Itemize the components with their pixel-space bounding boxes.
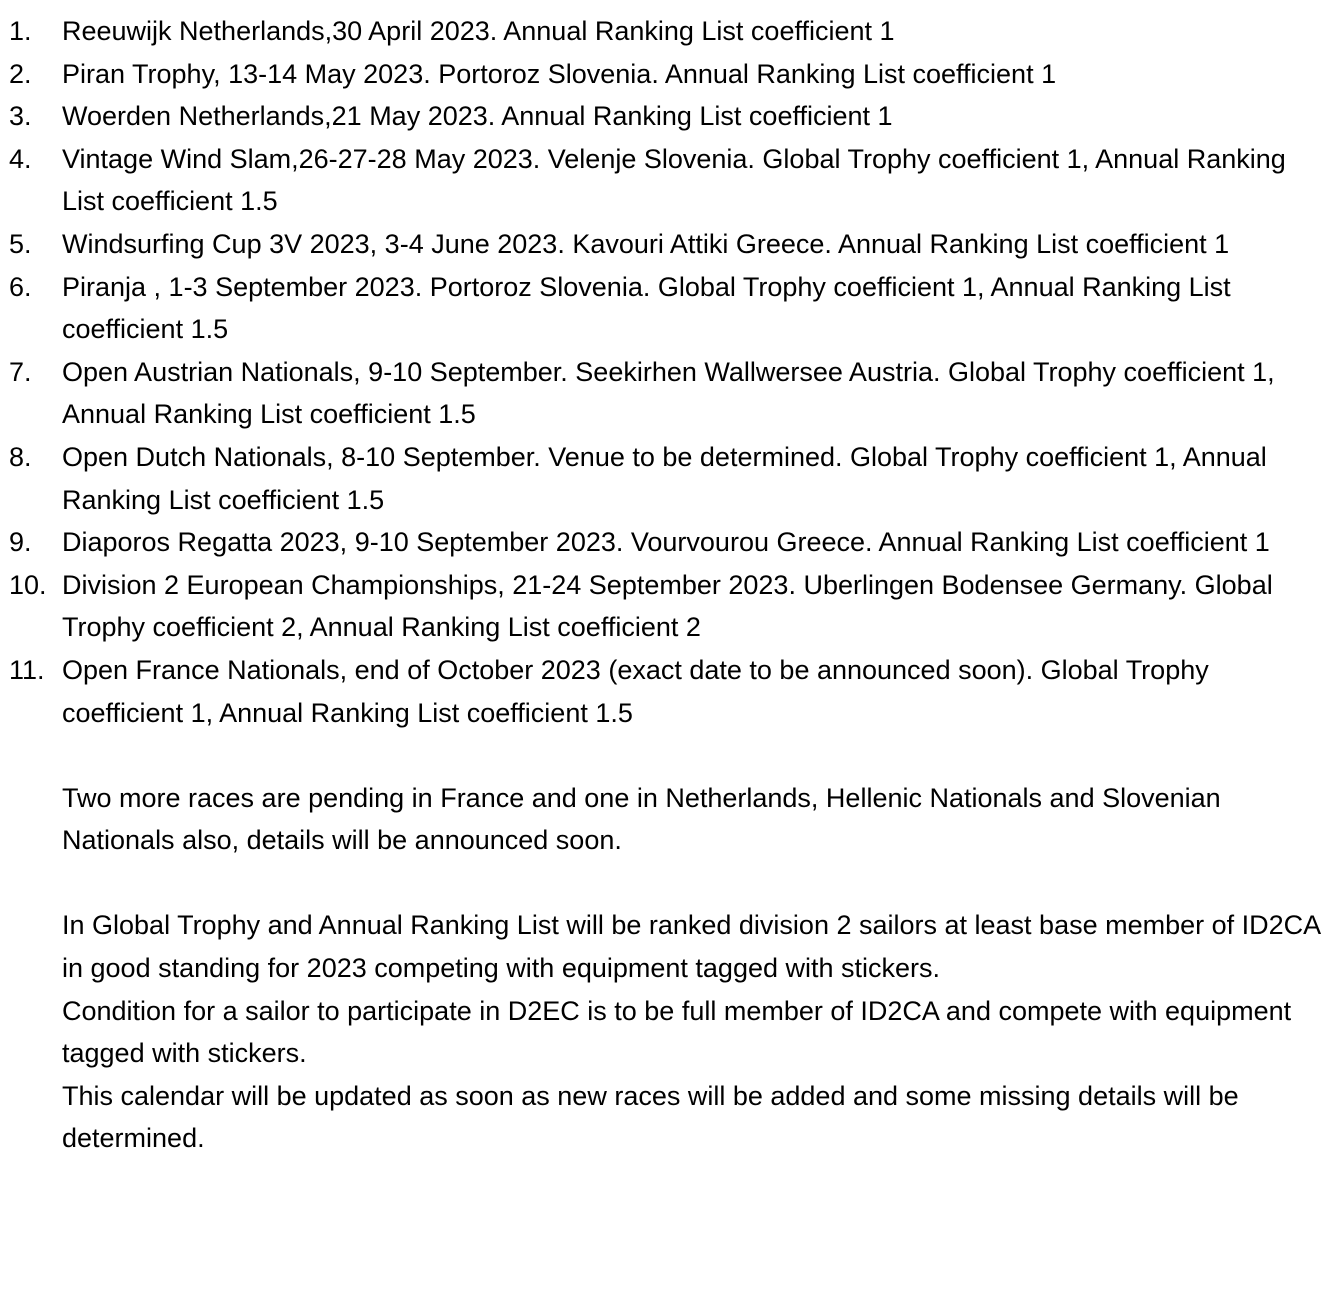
list-item bbox=[0, 138, 1336, 223]
calendar-update-note: This calendar will be updated as soon as new races will be added and some missing details will be determined. bbox=[62, 1080, 1239, 1154]
list-item bbox=[0, 649, 1336, 734]
list-number: 2. bbox=[9, 58, 32, 89]
list-number: 6. bbox=[9, 271, 32, 302]
participation-condition-note: Condition for a sailor to participate in D2EC is to be full member of ID2CA and compete with equipment tagged with stickers. bbox=[62, 995, 1292, 1069]
list-item bbox=[0, 436, 1336, 521]
list-item bbox=[0, 564, 1336, 649]
list-item bbox=[0, 521, 1336, 564]
list-item-text: Windsurfing Cup 3V 2023, 3-4 June 2023. Kavouri Attiki Greece. Annual Ranking List coefficient 1 bbox=[62, 228, 1230, 259]
list-number: 4. bbox=[9, 143, 32, 174]
ranking-eligibility-note: In Global Trophy and Annual Ranking List will be ranked division 2 sailors at least base member of ID2CA in good standing for 2023 competing with equipment tagged with stickers. bbox=[62, 910, 1320, 984]
list-item-text: Division 2 European Championships, 21-24 September 2023. Uberlingen Bodensee Germany. Global Trophy coefficient 2, Annual Ranking List coefficient 2 bbox=[62, 569, 1273, 643]
list-item bbox=[0, 351, 1336, 436]
list-item-text: Woerden Netherlands,21 May 2023. Annual Ranking List coefficient 1 bbox=[62, 101, 893, 132]
list-number: 11. bbox=[9, 654, 45, 685]
list-number: 9. bbox=[9, 527, 32, 558]
list-item-text: Reeuwijk Netherlands,30 April 2023. Annual Ranking List coefficient 1 bbox=[62, 16, 895, 46]
list-item-text: Piranja , 1-3 September 2023. Portoroz Slovenia. Global Trophy coefficient 1, Annual Ranking List coefficient 1.5 bbox=[62, 271, 1231, 345]
list-item bbox=[0, 223, 1336, 266]
list-item-text: Vintage Wind Slam,26-27-28 May 2023. Velenje Slovenia. Global Trophy coefficient 1, Annual Ranking List coefficient 1.5 bbox=[62, 143, 1286, 217]
paragraph-spacer bbox=[0, 862, 1336, 905]
list-item bbox=[0, 53, 1336, 96]
list-item bbox=[0, 10, 1336, 53]
list-item bbox=[0, 266, 1336, 351]
list-item-text: Piran Trophy, 13-14 May 2023. Portoroz Slovenia. Annual Ranking List coefficient 1 bbox=[62, 58, 1057, 89]
list-number: 8. bbox=[9, 441, 32, 472]
list-number: 3. bbox=[9, 101, 32, 132]
pending-races-note: Two more races are pending in France and one in Netherlands, Hellenic Nationals and Slovenian Nationals also, details will be announced soon. bbox=[62, 782, 1221, 856]
list-item-text: Diaporos Regatta 2023, 9-10 September 2023. Vourvourou Greece. Annual Ranking List coefficient 1 bbox=[62, 527, 1270, 558]
list-number: 1. bbox=[9, 16, 32, 46]
list-item-text: Open Dutch Nationals, 8-10 September. Venue to be determined. Global Trophy coefficient 1, Annual Ranking List coefficient 1.5 bbox=[62, 441, 1267, 515]
list-number: 10. bbox=[9, 569, 47, 600]
list-number: 7. bbox=[9, 356, 32, 387]
list-item-text: Open France Nationals, end of October 2023 (exact date to be announced soon). Global Trophy coefficient 1, Annual Ranking List coefficient 1.5 bbox=[62, 654, 1209, 728]
race-calendar-list bbox=[0, 10, 1336, 734]
list-item bbox=[0, 95, 1336, 138]
list-number: 5. bbox=[9, 228, 32, 259]
list-item-text: Open Austrian Nationals, 9-10 September. Seekirhen Wallwersee Austria. Global Trophy coefficient 1, Annual Ranking List coefficient 1.5 bbox=[62, 356, 1275, 430]
document-body bbox=[0, 10, 1336, 1160]
paragraph-spacer bbox=[0, 734, 1336, 777]
